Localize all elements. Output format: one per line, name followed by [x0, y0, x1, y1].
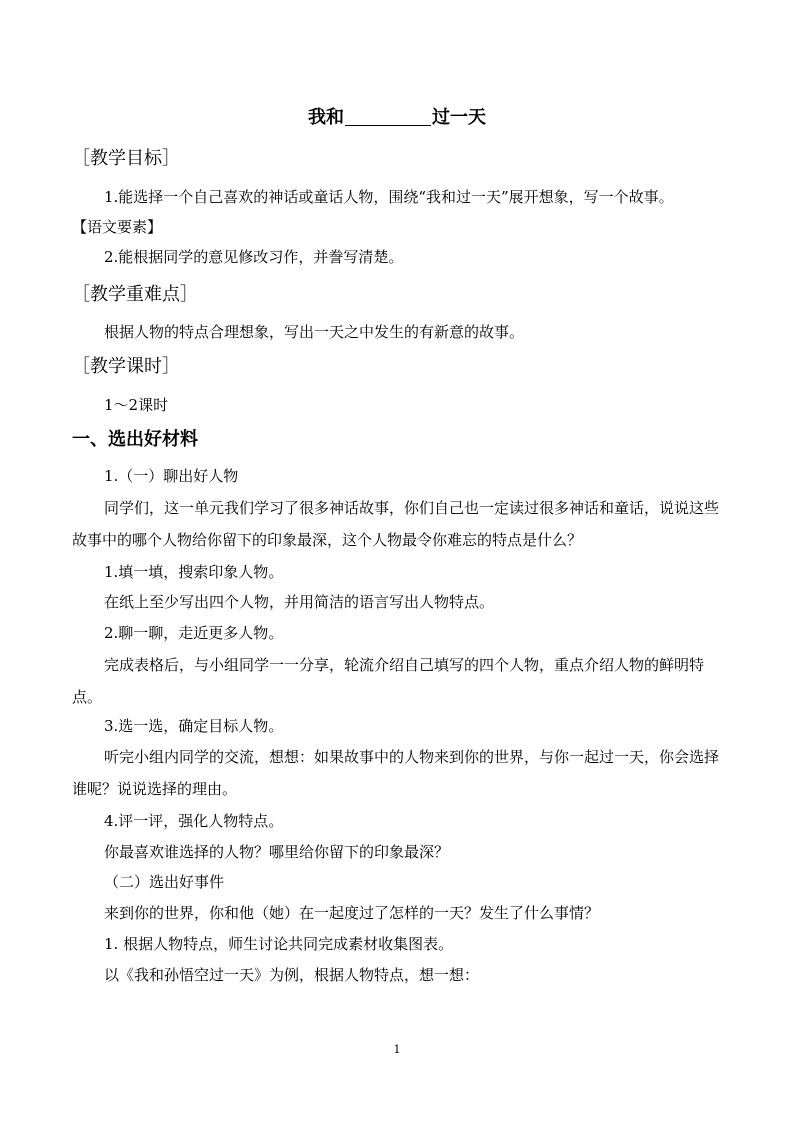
part-1-heading: 一、选出好材料: [72, 429, 198, 450]
goal-2: 2.能根据同学的意见修改习作，并誊写清楚。: [104, 248, 404, 266]
review-heading: 4.评一评，强化人物特点。: [104, 812, 284, 830]
title-prefix: 我和: [308, 107, 344, 128]
chat-heading: 2.聊一聊，走近更多人物。: [104, 624, 284, 642]
key-points-text: 根据人物的特点合理想象，写出一天之中发生的有新意的故事。: [104, 323, 525, 341]
section-heading-goals: ［教学目标］: [72, 148, 180, 169]
step-2-text: 来到你的世界，你和他（她）在一起度过了怎样的一天？发生了什么事情？: [104, 904, 600, 922]
hours-text: 1～2课时: [104, 396, 169, 414]
goal-1-tag: 【语文要素】: [72, 218, 163, 236]
fill-heading: 1.填一填，搜索印象人物。: [104, 563, 284, 581]
goal-1: 1.能选择一个自己喜欢的神话或童话人物，围绕“我和过一天”展开想象，写一个故事。: [104, 188, 674, 206]
choose-paragraph: 听完小组内同学的交流，想想：如果故事中的人物来到你的世界，与你一起过一天，你会选择谁呢？说说选择的理由。: [72, 748, 720, 798]
example-text: 以《我和孙悟空过一天》为例，根据人物特点，想一想：: [104, 966, 480, 984]
table-heading: 1. 根据人物特点，师生讨论共同完成素材收集图表。: [104, 935, 454, 953]
fill-text: 在纸上至少写出四个人物，并用简洁的语言写出人物特点。: [104, 593, 495, 611]
section-heading-hours: ［教学课时］: [72, 356, 180, 377]
review-text: 你最喜欢谁选择的人物？哪里给你留下的印象最深？: [104, 843, 450, 861]
choose-heading: 3.选一选，确定目标人物。: [104, 717, 284, 735]
step-1-heading: 1.（一）聊出好人物: [104, 467, 239, 485]
document-title: [0, 106, 794, 130]
title-blank-line: [345, 107, 431, 126]
step-2-heading: （二）选出好事件: [104, 873, 225, 891]
page-number: 1: [393, 1043, 401, 1056]
chat-paragraph: 完成表格后，与小组同学一一分享，轮流介绍自己填写的四个人物，重点介绍人物的鲜明特点。: [72, 656, 705, 706]
title-suffix: 过一天: [432, 107, 486, 128]
step-1-paragraph: 同学们，这一单元我们学习了很多神话故事，你们自己也一定读过很多神话和童话，说说这些故事中的哪个人物给你留下的印象最深，这个人物最令你难忘的特点是什么？: [72, 499, 720, 549]
section-heading-key-points: ［教学重难点］: [72, 284, 198, 305]
